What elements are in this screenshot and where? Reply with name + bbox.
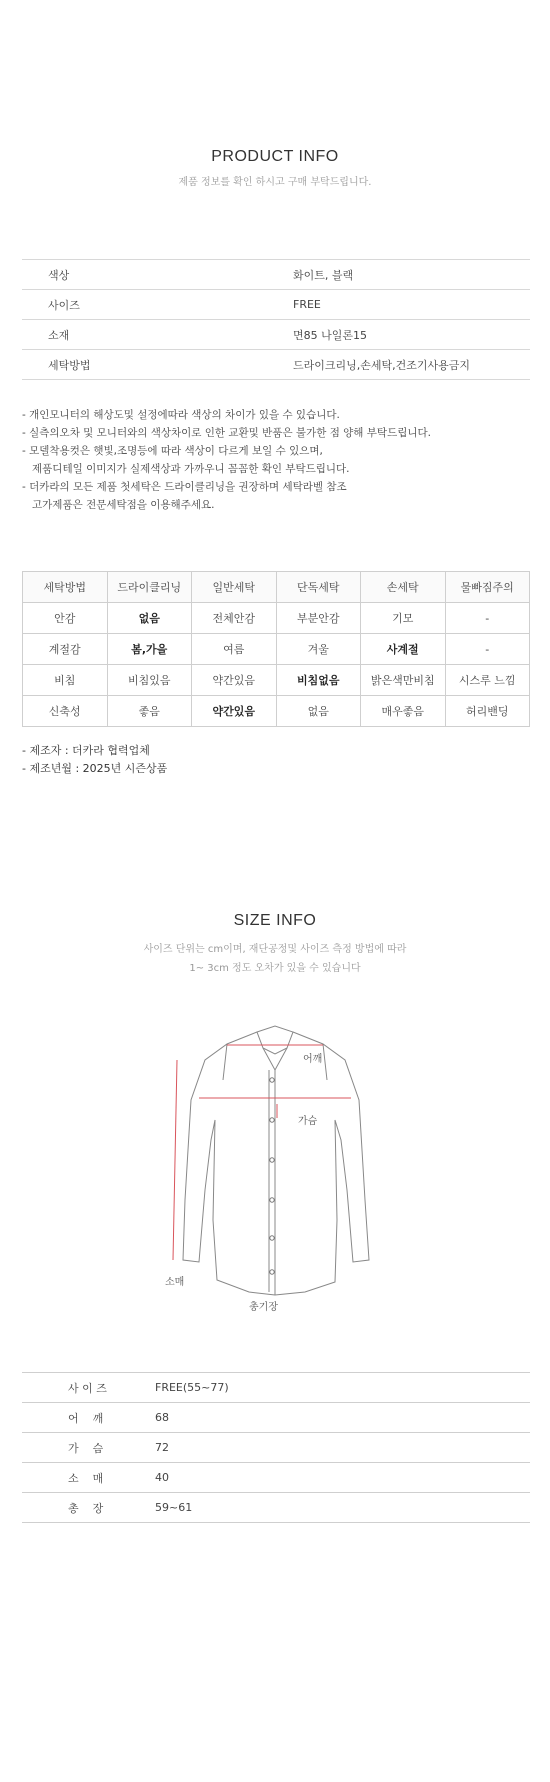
notice-line: 제품디테일 이미지가 실제색상과 가까우니 꼼꼼한 확인 부탁드립니다. <box>22 463 350 475</box>
size-row <box>22 1433 530 1463</box>
manufacture-date-text: - 제조년월 : 2025년 시즌상품 <box>22 762 168 775</box>
shirt-measurement-diagram <box>165 1020 385 1313</box>
measurement-lines <box>173 1045 351 1260</box>
info-row-color <box>22 260 530 290</box>
buttons <box>270 1078 274 1274</box>
grid-cell: 매우좋음 <box>361 696 446 727</box>
size-label: 가 슴 <box>68 1441 104 1455</box>
size-label: 총 장 <box>68 1501 104 1515</box>
info-row-size <box>22 290 530 320</box>
collar-shape <box>257 1026 293 1054</box>
button-dot <box>270 1118 274 1122</box>
grid-row-header: 계절감 <box>23 634 108 665</box>
size-row <box>22 1403 530 1433</box>
seam-line <box>323 1044 327 1080</box>
grid-cell: 시스루 느낌 <box>445 665 530 696</box>
grid-row <box>23 665 530 696</box>
info-value: FREE <box>293 298 321 311</box>
grid-cell: 기모 <box>361 603 446 634</box>
notice-line: 고가제품은 전문세탁점을 이용해주세요. <box>22 499 215 511</box>
grid-cell: 손세탁 <box>361 572 446 603</box>
grid-cell: 드라이클리닝 <box>107 572 192 603</box>
seam-line <box>223 1044 227 1080</box>
grid-cell: 밝은색만비침 <box>361 665 446 696</box>
product-info-table <box>22 259 530 380</box>
product-info-subtitle: 제품 정보를 확인 하시고 구매 부탁드립니다. <box>178 177 372 188</box>
size-label: 사 이 즈 <box>68 1381 107 1395</box>
size-info-subtitle-1: 사이즈 단위는 cm이며, 재단공정및 사이즈 측정 방법에 따라 <box>143 944 407 955</box>
grid-row-header: 비침 <box>23 665 108 696</box>
grid-cell: 겨울 <box>276 634 361 665</box>
sleeve-label: 소매 <box>165 1277 185 1288</box>
grid-cell: 약간있음 <box>192 696 277 727</box>
info-label: 색상 <box>48 268 70 282</box>
grid-cell: 약간있음 <box>192 665 277 696</box>
shirt-sketch <box>183 1026 369 1295</box>
notice-list <box>22 406 532 514</box>
size-label: 소 매 <box>68 1471 104 1485</box>
grid-cell: 없음 <box>107 603 192 634</box>
button-dot <box>270 1270 274 1274</box>
info-label: 세탁방법 <box>48 358 91 372</box>
grid-cell: 물빠짐주의 <box>445 572 530 603</box>
button-dot <box>270 1078 274 1082</box>
grid-row <box>23 603 530 634</box>
grid-row <box>23 696 530 727</box>
info-label: 소재 <box>48 328 70 342</box>
notice-line: - 더카라의 모든 제품 첫세탁은 드라이클리닝을 권장하며 세탁라벨 참조 <box>22 481 347 493</box>
grid-cell: 좋음 <box>107 696 192 727</box>
grid-cell: 일반세탁 <box>192 572 277 603</box>
grid-cell: 부분안감 <box>276 603 361 634</box>
grid-cell: - <box>445 603 530 634</box>
info-value: 드라이크리닝,손세탁,건조기사용금지 <box>293 358 471 372</box>
size-row <box>22 1373 530 1403</box>
size-row <box>22 1493 530 1523</box>
grid-row <box>23 572 530 603</box>
collar-inner <box>263 1048 287 1070</box>
grid-cell: 단독세탁 <box>276 572 361 603</box>
grid-row-header: 신축성 <box>23 696 108 727</box>
info-row-material <box>22 320 530 350</box>
sleeve-line <box>173 1060 177 1260</box>
size-table <box>22 1372 530 1523</box>
size-info-subtitle-2: 1~ 3cm 정도 오차가 있을 수 있습니다 <box>189 963 361 974</box>
grid-row <box>23 634 530 665</box>
grid-cell: 봄,가을 <box>107 634 192 665</box>
grid-cell: 허리밴딩 <box>445 696 530 727</box>
size-value: 68 <box>155 1411 169 1424</box>
size-label: 어 깨 <box>68 1411 104 1425</box>
manufacturer-text: - 제조자 : 더카라 협력업체 <box>22 744 150 757</box>
shoulder-label: 어깨 <box>303 1054 323 1065</box>
grid-cell: 없음 <box>276 696 361 727</box>
button-dot <box>270 1198 274 1202</box>
grid-cell: 전체안감 <box>192 603 277 634</box>
product-info-title: PRODUCT INFO <box>211 148 339 165</box>
notice-line: - 모델착용컷은 햇빛,조명등에 따라 색상이 다르게 보일 수 있으며, <box>22 445 323 457</box>
grid-cell: 비침있음 <box>107 665 192 696</box>
maker-info <box>22 742 167 778</box>
button-dot <box>270 1158 274 1162</box>
shirt-outline <box>183 1032 369 1295</box>
button-dot <box>270 1236 274 1240</box>
notice-line: - 실측의오차 및 모니터와의 색상차이로 인한 교환및 반품은 불가한 점 양해 부탁드립니다. <box>22 427 431 439</box>
grid-cell: 비침없음 <box>276 665 361 696</box>
chest-label: 가슴 <box>298 1116 318 1127</box>
grid-cell: 여름 <box>192 634 277 665</box>
grid-row-header: 안감 <box>23 603 108 634</box>
grid-row-header: 세탁방법 <box>23 572 108 603</box>
size-info-title: SIZE INFO <box>233 912 317 929</box>
info-row-washing <box>22 350 530 380</box>
size-value: 72 <box>155 1441 169 1454</box>
size-value: 59~61 <box>155 1501 193 1514</box>
length-label: 총기장 <box>249 1302 278 1313</box>
size-row <box>22 1463 530 1493</box>
info-value: 화이트, 블랙 <box>293 268 354 282</box>
grid-cell: - <box>445 634 530 665</box>
notice-line: - 개인모니터의 해상도및 설정에따라 색상의 차이가 있을 수 있습니다. <box>22 409 340 421</box>
size-value: FREE(55~77) <box>155 1381 229 1394</box>
info-label: 사이즈 <box>48 298 80 312</box>
size-value: 40 <box>155 1471 169 1484</box>
fabric-property-grid <box>22 571 530 727</box>
grid-cell: 사계절 <box>361 634 446 665</box>
info-value: 면85 나일론15 <box>293 328 367 342</box>
